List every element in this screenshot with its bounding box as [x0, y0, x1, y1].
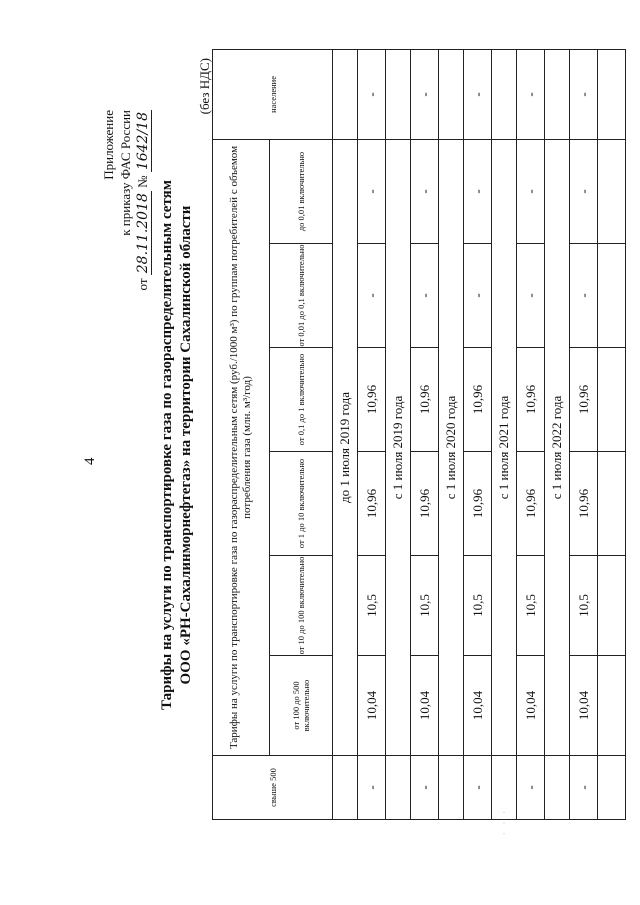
title-line-1: Тарифы на услуги по транспортировке газа по газораспределительным сетям	[159, 180, 175, 710]
period-label: с 1 июля 2019 года	[386, 139, 411, 755]
empty-cell	[598, 49, 626, 139]
period-row	[386, 49, 411, 819]
document-title	[158, 105, 196, 785]
empty-cell	[598, 139, 626, 243]
tariff-value-cell: -	[411, 49, 439, 139]
column-header: от 100 до 500 включительно	[270, 656, 333, 756]
empty-cell	[333, 756, 358, 820]
tariff-value-cell: -	[358, 139, 386, 243]
empty-cell	[598, 556, 626, 656]
tariff-value-cell: -	[358, 244, 386, 348]
tariff-value-cell: 10,5	[464, 556, 492, 656]
empty-cell	[598, 656, 626, 756]
title-line-2: ООО «РН-Сахалинморнефтегаз» на территории Сахалинской области	[178, 205, 194, 685]
tariff-value-cell: 10,96	[517, 348, 545, 452]
empty-cell	[439, 49, 464, 139]
tariff-value-cell: 10,04	[411, 656, 439, 756]
appendix-date-number	[134, 110, 152, 340]
table-row	[411, 49, 439, 819]
date-label: от	[135, 278, 150, 291]
scan-artifact: · · ·	[500, 808, 509, 835]
period-row	[492, 49, 517, 819]
tariff-value-cell: -	[358, 756, 386, 820]
tariff-value-cell: -	[464, 756, 492, 820]
vat-note: (без НДС)	[197, 58, 212, 115]
tariff-value-cell: -	[464, 244, 492, 348]
handwritten-number: 1642/18	[135, 112, 151, 171]
tariff-value-cell: -	[517, 49, 545, 139]
tariff-value-cell: -	[570, 756, 598, 820]
tariff-value-cell: 10,96	[411, 452, 439, 556]
empty-cell	[545, 756, 570, 820]
period-label: с 1 июля 2022 года	[545, 139, 570, 755]
column-header-over-500: свыше 500	[213, 756, 333, 820]
empty-cell	[386, 49, 411, 139]
tariff-value-cell: 10,96	[570, 348, 598, 452]
number-label: №	[135, 175, 150, 188]
tariff-value-cell: 10,96	[411, 348, 439, 452]
period-row	[333, 49, 358, 819]
tariff-value-cell: 10,96	[464, 348, 492, 452]
empty-cell	[545, 49, 570, 139]
table-row	[358, 49, 386, 819]
page-number: 4	[82, 457, 98, 465]
table-row	[464, 49, 492, 819]
tariff-value-cell: 10,5	[517, 556, 545, 656]
period-row	[439, 49, 464, 819]
tariff-value-cell: 10,96	[464, 452, 492, 556]
tariff-value-cell: -	[517, 756, 545, 820]
tariff-value-cell: 10,5	[411, 556, 439, 656]
tariff-value-cell: 10,96	[570, 452, 598, 556]
column-header-row	[270, 49, 333, 819]
tariff-table	[212, 49, 626, 820]
tariff-value-cell: -	[517, 139, 545, 243]
tariff-value-cell: 10,96	[358, 452, 386, 556]
appendix-block	[100, 110, 152, 340]
column-header: от 10 до 100 включительно	[270, 556, 333, 656]
tariff-value-cell: -	[411, 756, 439, 820]
table-body	[213, 49, 626, 819]
table-row	[517, 49, 545, 819]
tariff-value-cell: 10,04	[464, 656, 492, 756]
tariff-value-cell: -	[570, 139, 598, 243]
empty-cell	[386, 756, 411, 820]
tariff-value-cell: -	[411, 244, 439, 348]
tariff-value-cell: 10,96	[358, 348, 386, 452]
tariff-value-cell: -	[464, 49, 492, 139]
column-header: от 1 до 10 включительно	[270, 452, 333, 556]
tariff-value-cell: 10,96	[517, 452, 545, 556]
empty-cell	[598, 244, 626, 348]
table-header-row	[213, 49, 270, 819]
table-row	[570, 49, 598, 819]
empty-cell	[598, 348, 626, 452]
column-header: от 0,1 до 1 включительно	[270, 348, 333, 452]
appendix-order-ref: к приказу ФАС России	[118, 110, 133, 236]
tariff-value-cell: -	[464, 139, 492, 243]
empty-cell	[492, 49, 517, 139]
tariff-value-cell: -	[517, 244, 545, 348]
appendix-title: Приложение	[101, 110, 116, 180]
tariff-value-cell: 10,04	[358, 656, 386, 756]
tariff-value-cell: 10,04	[570, 656, 598, 756]
period-label: до 1 июля 2019 года	[333, 139, 358, 755]
period-label: с 1 июля 2020 года	[439, 139, 464, 755]
empty-cell	[439, 756, 464, 820]
handwritten-date: 28.11.2018	[135, 193, 151, 274]
period-label: с 1 июля 2021 года	[492, 139, 517, 755]
column-header-population: население	[213, 49, 333, 139]
column-header: от 0,01 до 0,1 включительно	[270, 244, 333, 348]
tariff-value-cell: 10,5	[570, 556, 598, 656]
tariff-value-cell: -	[411, 139, 439, 243]
empty-cell	[333, 49, 358, 139]
table-bottom-row	[598, 49, 626, 819]
column-header: до 0,01 включительно	[270, 139, 333, 243]
empty-cell	[598, 452, 626, 556]
period-row	[545, 49, 570, 819]
tariff-value-cell: -	[358, 49, 386, 139]
tariff-value-cell: -	[570, 49, 598, 139]
table-header-main: Тарифы на услуги по транспортировке газа по газораспределительным сетям (руб./1000 м³) по группам потребителей с объемом потребления газа (млн. м³/год)	[213, 139, 270, 755]
tariff-value-cell: 10,04	[517, 656, 545, 756]
tariff-value-cell: -	[570, 244, 598, 348]
empty-cell	[598, 756, 626, 820]
tariff-value-cell: 10,5	[358, 556, 386, 656]
